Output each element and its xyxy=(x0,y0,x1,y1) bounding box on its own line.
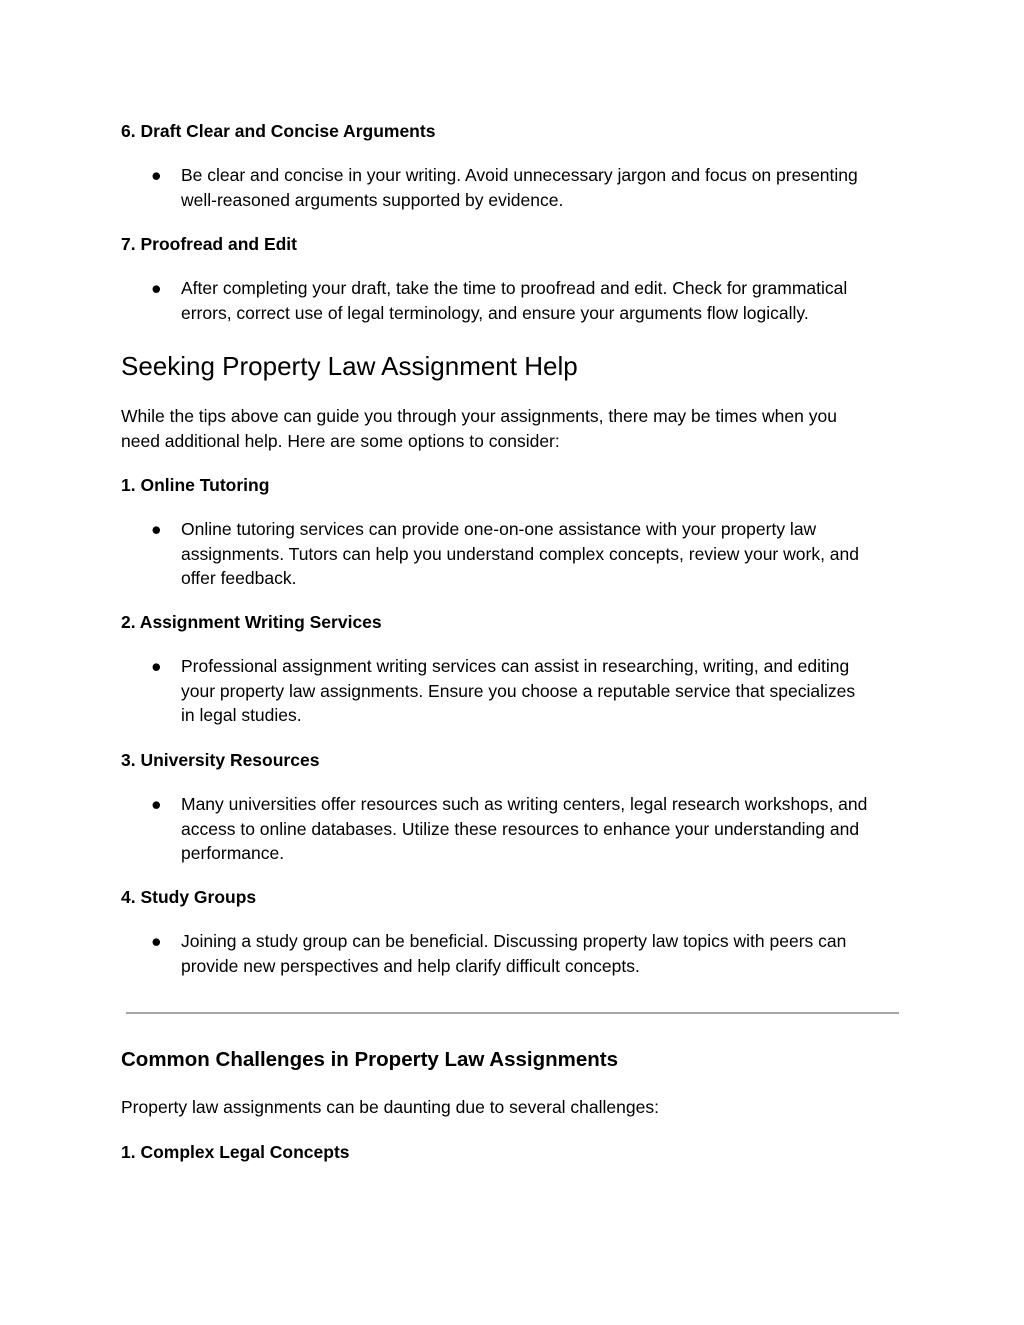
subheading-draft-arguments: 6. Draft Clear and Concise Arguments xyxy=(121,121,436,141)
section-title-seeking-help: Seeking Property Law Assignment Help xyxy=(121,351,578,381)
subheading-study-groups: 4. Study Groups xyxy=(121,887,257,907)
text-line: Many universities offer resources such as writing centers, legal research workshops, and xyxy=(181,794,868,814)
text-line: in legal studies. xyxy=(181,705,302,725)
bullet-text xyxy=(181,654,911,728)
subheading-proofread: 7. Proofread and Edit xyxy=(121,234,297,254)
text-line: After completing your draft, take the time to proofread and edit. Check for grammatical xyxy=(181,278,848,298)
horizontal-divider xyxy=(126,1012,899,1014)
subheading-writing-services: 2. Assignment Writing Services xyxy=(121,612,382,632)
bullet-text xyxy=(181,517,911,591)
text-line: Be clear and concise in your writing. Avoid unnecessary jargon and focus on presenting xyxy=(181,165,858,185)
text-line: your property law assignments. Ensure you choose a reputable service that specializes xyxy=(181,680,856,701)
text-line: access to online databases. Utilize these resources to enhance your understanding and xyxy=(181,818,860,839)
bullet-text xyxy=(181,276,911,325)
bullet-icon: ● xyxy=(151,519,162,539)
text-line: Online tutoring services can provide one-on-one assistance with your property law xyxy=(181,519,817,539)
text-line: errors, correct use of legal terminology, and ensure your arguments flow logically. xyxy=(181,302,809,323)
challenges-intro: Property law assignments can be daunting due to several challenges: xyxy=(121,1097,659,1117)
text-line: well-reasoned arguments supported by evidence. xyxy=(181,189,564,210)
text-line: need additional help. Here are some options to consider: xyxy=(121,430,560,451)
subheading-university-resources: 3. University Resources xyxy=(121,750,320,770)
bullet-text xyxy=(181,792,911,866)
bullet-icon: ● xyxy=(151,931,162,951)
subheading-complex-legal-concepts: 1. Complex Legal Concepts xyxy=(121,1142,350,1162)
bullet-icon: ● xyxy=(151,165,162,185)
bullet-icon: ● xyxy=(151,656,162,676)
bullet-text xyxy=(181,163,911,212)
bullet-icon: ● xyxy=(151,278,162,298)
intro-paragraph xyxy=(121,404,911,453)
text-line: performance. xyxy=(181,843,285,863)
text-line: provide new perspectives and help clarify difficult concepts. xyxy=(181,955,640,976)
text-line: Professional assignment writing services can assist in researching, writing, and editing xyxy=(181,656,850,676)
text-line: assignments. Tutors can help you understand complex concepts, review your work, and xyxy=(181,543,859,564)
subheading-online-tutoring: 1. Online Tutoring xyxy=(121,475,270,495)
bullet-icon: ● xyxy=(151,794,162,814)
text-line: Joining a study group can be beneficial. Discussing property law topics with peers can xyxy=(181,931,847,951)
text-line: offer feedback. xyxy=(181,568,297,588)
text-line: While the tips above can guide you through your assignments, there may be times when you xyxy=(121,406,837,426)
section-title-common-challenges: Common Challenges in Property Law Assignments xyxy=(121,1048,619,1071)
bullet-text xyxy=(181,929,911,978)
